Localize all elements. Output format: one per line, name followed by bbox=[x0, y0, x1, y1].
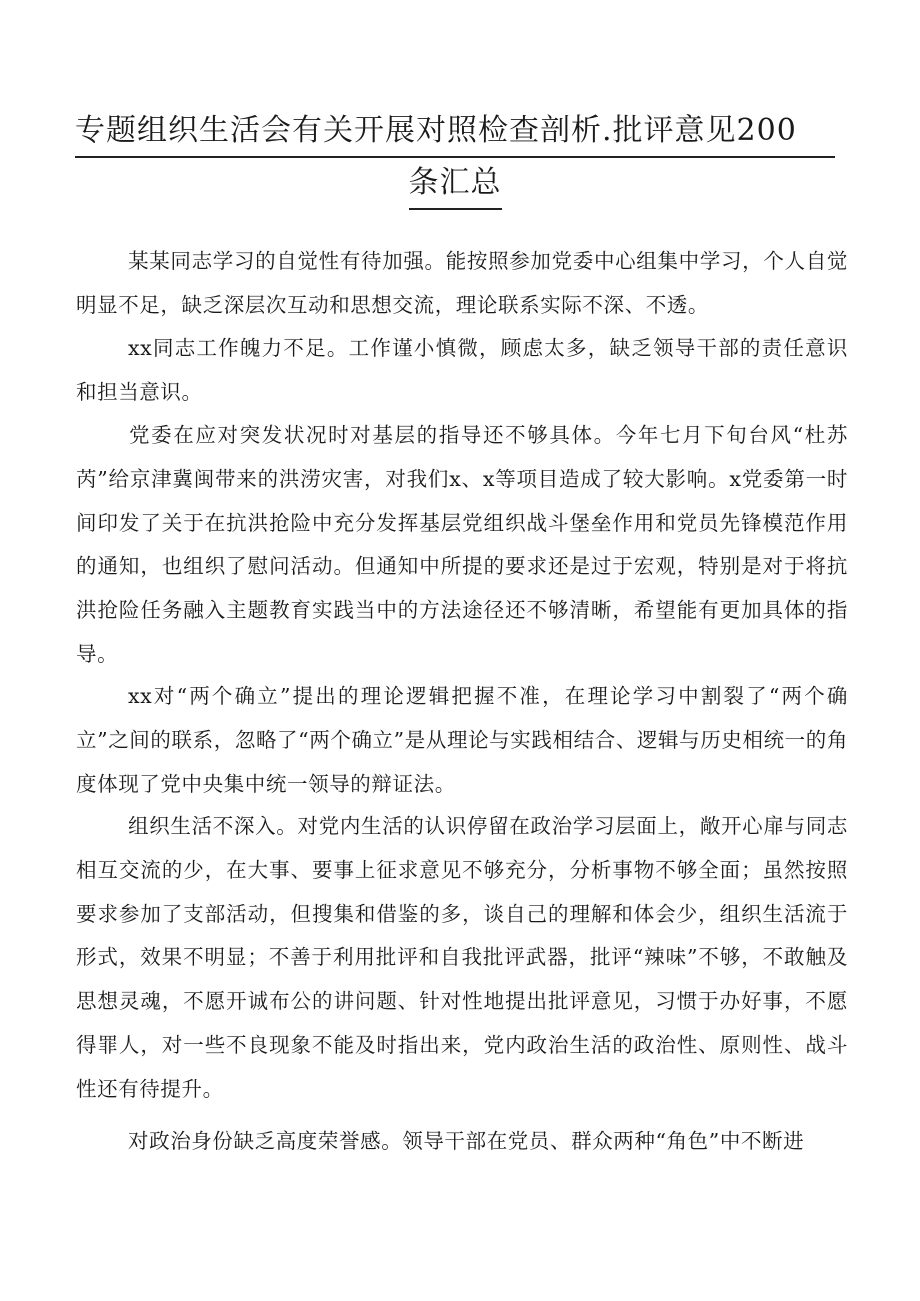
paragraph-3 bbox=[76, 414, 848, 677]
title-line-2: 条汇总 bbox=[409, 160, 502, 210]
paragraph-5 bbox=[76, 805, 848, 1112]
paragraph-1-text: 某某同志学习的自觉性有待加强。能按照参加党委中心组集中学习，个人自觉明显不足，缺乏深层次互动和思想交流，理论联系实际不深、不透。 bbox=[76, 249, 848, 317]
title-line-1: 专题组织生活会有关开展对照检查剖析.批评意见200 bbox=[75, 108, 835, 158]
paragraph-6-text: 对政治身份缺乏高度荣誉感。领导干部在党员、群众两种“角色”中不断进 bbox=[128, 1129, 805, 1153]
paragraph-4 bbox=[76, 675, 848, 806]
paragraph-6 bbox=[76, 1120, 848, 1164]
paragraph-2-text: xx同志工作魄力不足。工作谨小慎微，顾虑太多，缺乏领导干部的责任意识和担当意识。 bbox=[76, 336, 848, 404]
paragraph-1 bbox=[76, 240, 848, 328]
paragraph-3-text: 党委在应对突发状况时对基层的指导还不够具体。今年七月下旬台风“杜苏芮”给京津冀闽带来的洪涝灾害，对我们x、x等项目造成了较大影响。x党委第一时间印发了关于在抗洪抢险中充分发挥基层党组织战斗堡垒作用和党员先锋模范作用的通知，也组织了慰问活动。但通知中所提的要求还是过于宏观，特别是对于将抗洪抢险任务融入主题教育实践当中的方法途径还不够清晰，希望能有更加具体的指导。 bbox=[76, 423, 848, 666]
paragraph-5-text: 组织生活不深入。对党内生活的认识停留在政治学习层面上，敞开心扉与同志相互交流的少，在大事、要事上征求意见不够充分，分析事物不够全面；虽然按照要求参加了支部活动，但搜集和借鉴的多，谈自己的理解和体会少，组织生活流于形式，效果不明显；不善于利用批评和自我批评武器，批评“辣味”不够，不敢触及思想灵魂，不愿开诚布公的讲问题、针对性地提出批评意见，习惯于办好事，不愿得罪人，对一些不良现象不能及时指出来，党内政治生活的政治性、原则性、战斗性还有待提升。 bbox=[76, 814, 848, 1101]
document-title bbox=[75, 108, 835, 210]
paragraph-2 bbox=[76, 327, 848, 415]
paragraph-4-text: xx对“两个确立”提出的理论逻辑把握不准，在理论学习中割裂了“两个确立”之间的联系，忽略了“两个确立”是从理论与实践相结合、逻辑与历史相统一的角度体现了党中央集中统一领导的辩证法。 bbox=[76, 684, 848, 796]
